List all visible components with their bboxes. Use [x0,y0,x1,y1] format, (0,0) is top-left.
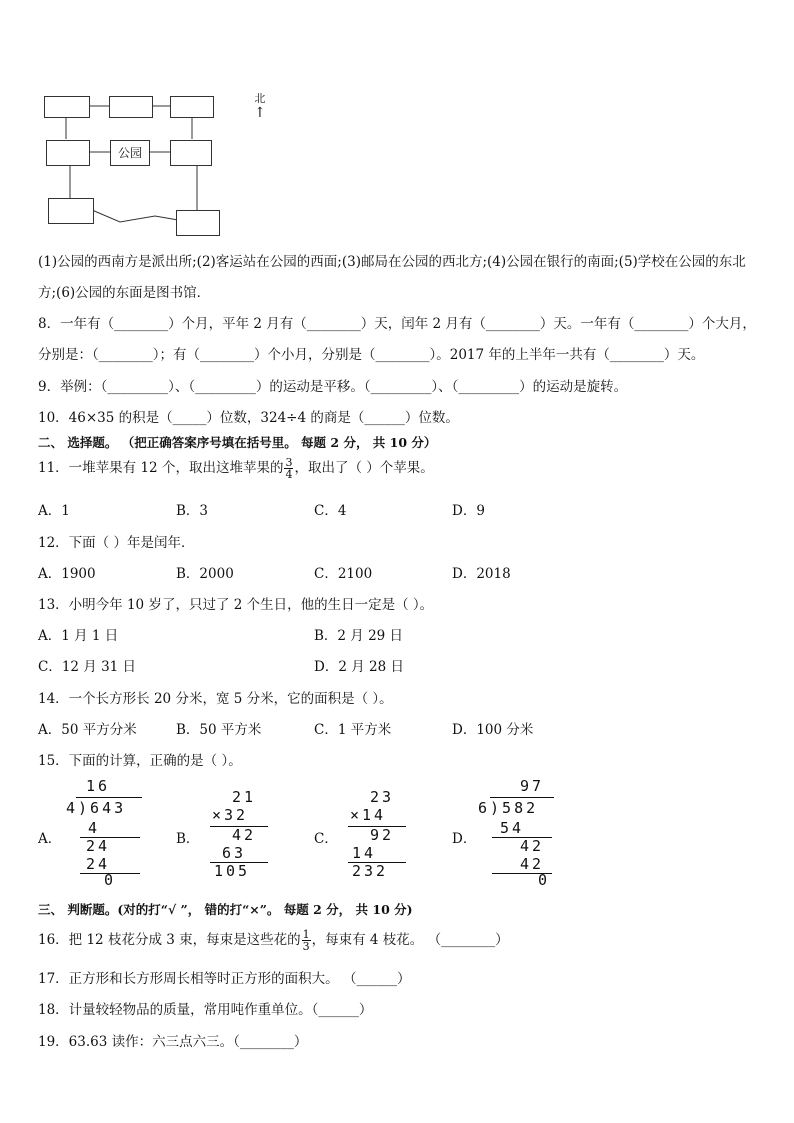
map-box-park [110,140,150,166]
q12-option-d: D．2018 [452,566,511,582]
map-box-w [46,140,90,166]
q15-calc-c [336,788,416,883]
q15-calc-d [474,777,559,887]
q15-calc-a [60,777,145,887]
calc-a-step2: 24 [86,837,111,855]
calc-d-step3: 42 [520,855,545,873]
calc-a-step3: 24 [86,855,111,873]
calc-d-remainder: 0 [538,871,551,889]
calc-b-mult: ×32 [212,806,249,824]
q16-text [38,928,509,952]
q13-option-d: D．2 月 28 日 [314,659,404,675]
q8-line1: 8．一年有（________）个月，平年 2 月有（________）天，闰年 2 月有（________）天。一年有（________）个大月， [38,316,756,332]
q16-before: 16．把 12 枝花分成 3 束，每束是这些花的 [38,932,301,948]
q13-text: 13．小明今年 10 岁了，只过了 2 个生日，他的生日一定是（ ）。 [38,597,434,613]
q15-calc-b [198,788,278,883]
q11-frac-den: 4 [285,468,293,481]
calc-b-top: 21 [232,788,257,806]
q18-text: 18．计量较轻物品的质量，常用吨作重单位。（______） [38,1002,373,1018]
calc-a-quotient: 16 [86,777,111,795]
q16-frac-den: 3 [302,940,310,953]
calc-d-step1: 54 [500,819,525,837]
calc-a-remainder: 0 [104,871,117,889]
calc-c-result: 232 [352,862,389,880]
calc-a-dividend: 4)643 [66,799,127,817]
calc-a-step1: 4 [88,819,101,837]
q11-option-b: B．3 [176,503,209,519]
map-clue-line1: (1)公园的西南方是派出所;(2)客运站在公园的西面;(3)邮局在公园的西北方;(4)公园在银行的南面;(5)学校在公园的东北 [38,254,746,270]
q14-option-a: A．50 平方分米 [38,722,137,738]
q9-text: 9．举例：（_________）、（_________）的运动是平移。（_________）、（_________）的运动是旋转。 [38,379,628,395]
q12-option-c: C．2100 [314,566,373,582]
q14-option-b: B．50 平方米 [176,722,262,738]
calc-d-bracket-bar [490,797,554,798]
calc-a-bracket-bar [76,797,142,798]
q12-option-b: B．2000 [176,566,234,582]
calc-c-mult: ×14 [350,806,387,824]
q19-text: 19．63.63 读作：六三点六三。（________） [38,1034,308,1050]
q14-text: 14．一个长方形长 20 分米，宽 5 分米，它的面积是（ ）。 [38,691,393,707]
q11-fraction [284,457,293,480]
calc-b-p2: 63 [222,844,247,862]
q15-label-b: B． [176,831,200,847]
q13-option-c: C．12 月 31 日 [38,659,137,675]
calc-b-result: 105 [214,862,251,880]
q11-frac-num: 3 [285,456,293,469]
q16-frac-num: 1 [302,928,310,941]
q16-fraction [302,929,311,952]
park-label: 公园 [117,146,142,160]
q11-option-c: C．4 [314,503,347,519]
calc-c-p2: 14 [352,844,377,862]
q13-option-a: A．1 月 1 日 [38,628,119,644]
calc-d-step2: 42 [520,837,545,855]
q11-option-a: A．1 [38,503,70,519]
north-label: 北 [254,92,266,105]
q11-after: ，取出了（ ）个苹果。 [294,460,434,476]
map-box-se [176,210,220,236]
map-box-sw [48,198,94,224]
q12-text: 12．下面（ ）年是闰年． [38,535,195,551]
north-arrow-icon: ↑ [254,105,266,121]
q15-text: 15．下面的计算，正确的是（ ）。 [38,753,242,769]
section-3-heading: 三、 判断题。(对的打“√ ”， 错的打“×”。 每题 2 分， 共 10 分) [38,902,413,917]
q8-line2: 分别是：（________）；有（________）个小月，分别是（________）。2017 年的上半年一共有（________）天。 [38,347,705,363]
map-box-e [170,140,212,166]
q14-option-d: D．100 分米 [452,722,534,738]
north-indicator [254,92,266,120]
map-box-ne [170,96,214,118]
q12-option-a: A．1900 [38,566,96,582]
q14-option-c: C．1 平方米 [314,722,392,738]
q10-text: 10．46×35 的积是（_____）位数，324÷4 的商是（______）位数。 [38,410,459,426]
calc-d-quotient: 97 [520,777,545,795]
q15-label-c: C． [314,831,338,847]
q16-after: ，每束有 4 枝花。 （________） [311,932,509,948]
map-box-n [109,96,153,118]
q13-option-b: B．2 月 29 日 [314,628,404,644]
q15-label-d: D． [452,831,477,847]
q11-option-d: D．9 [452,503,485,519]
map-box-nw [44,96,90,118]
calc-b-p1: 42 [232,826,257,844]
map-clue-line2: 方;(6)公园的东面是图书馆． [38,285,211,301]
section-2-heading: 二、 选择题。 （把正确答案序号填在括号里。 每题 2 分， 共 10 分） [38,435,437,450]
calc-c-top: 23 [370,788,395,806]
q11-before: 11．一堆苹果有 12 个，取出这堆苹果的 [38,460,284,476]
q11-text [38,456,434,480]
calc-c-p1: 92 [370,826,395,844]
q15-label-a: A． [38,831,62,847]
calc-d-dividend: 6)582 [478,799,539,817]
q17-text: 17．正方形和长方形周长相等时正方形的面积大。 （______） [38,971,411,987]
